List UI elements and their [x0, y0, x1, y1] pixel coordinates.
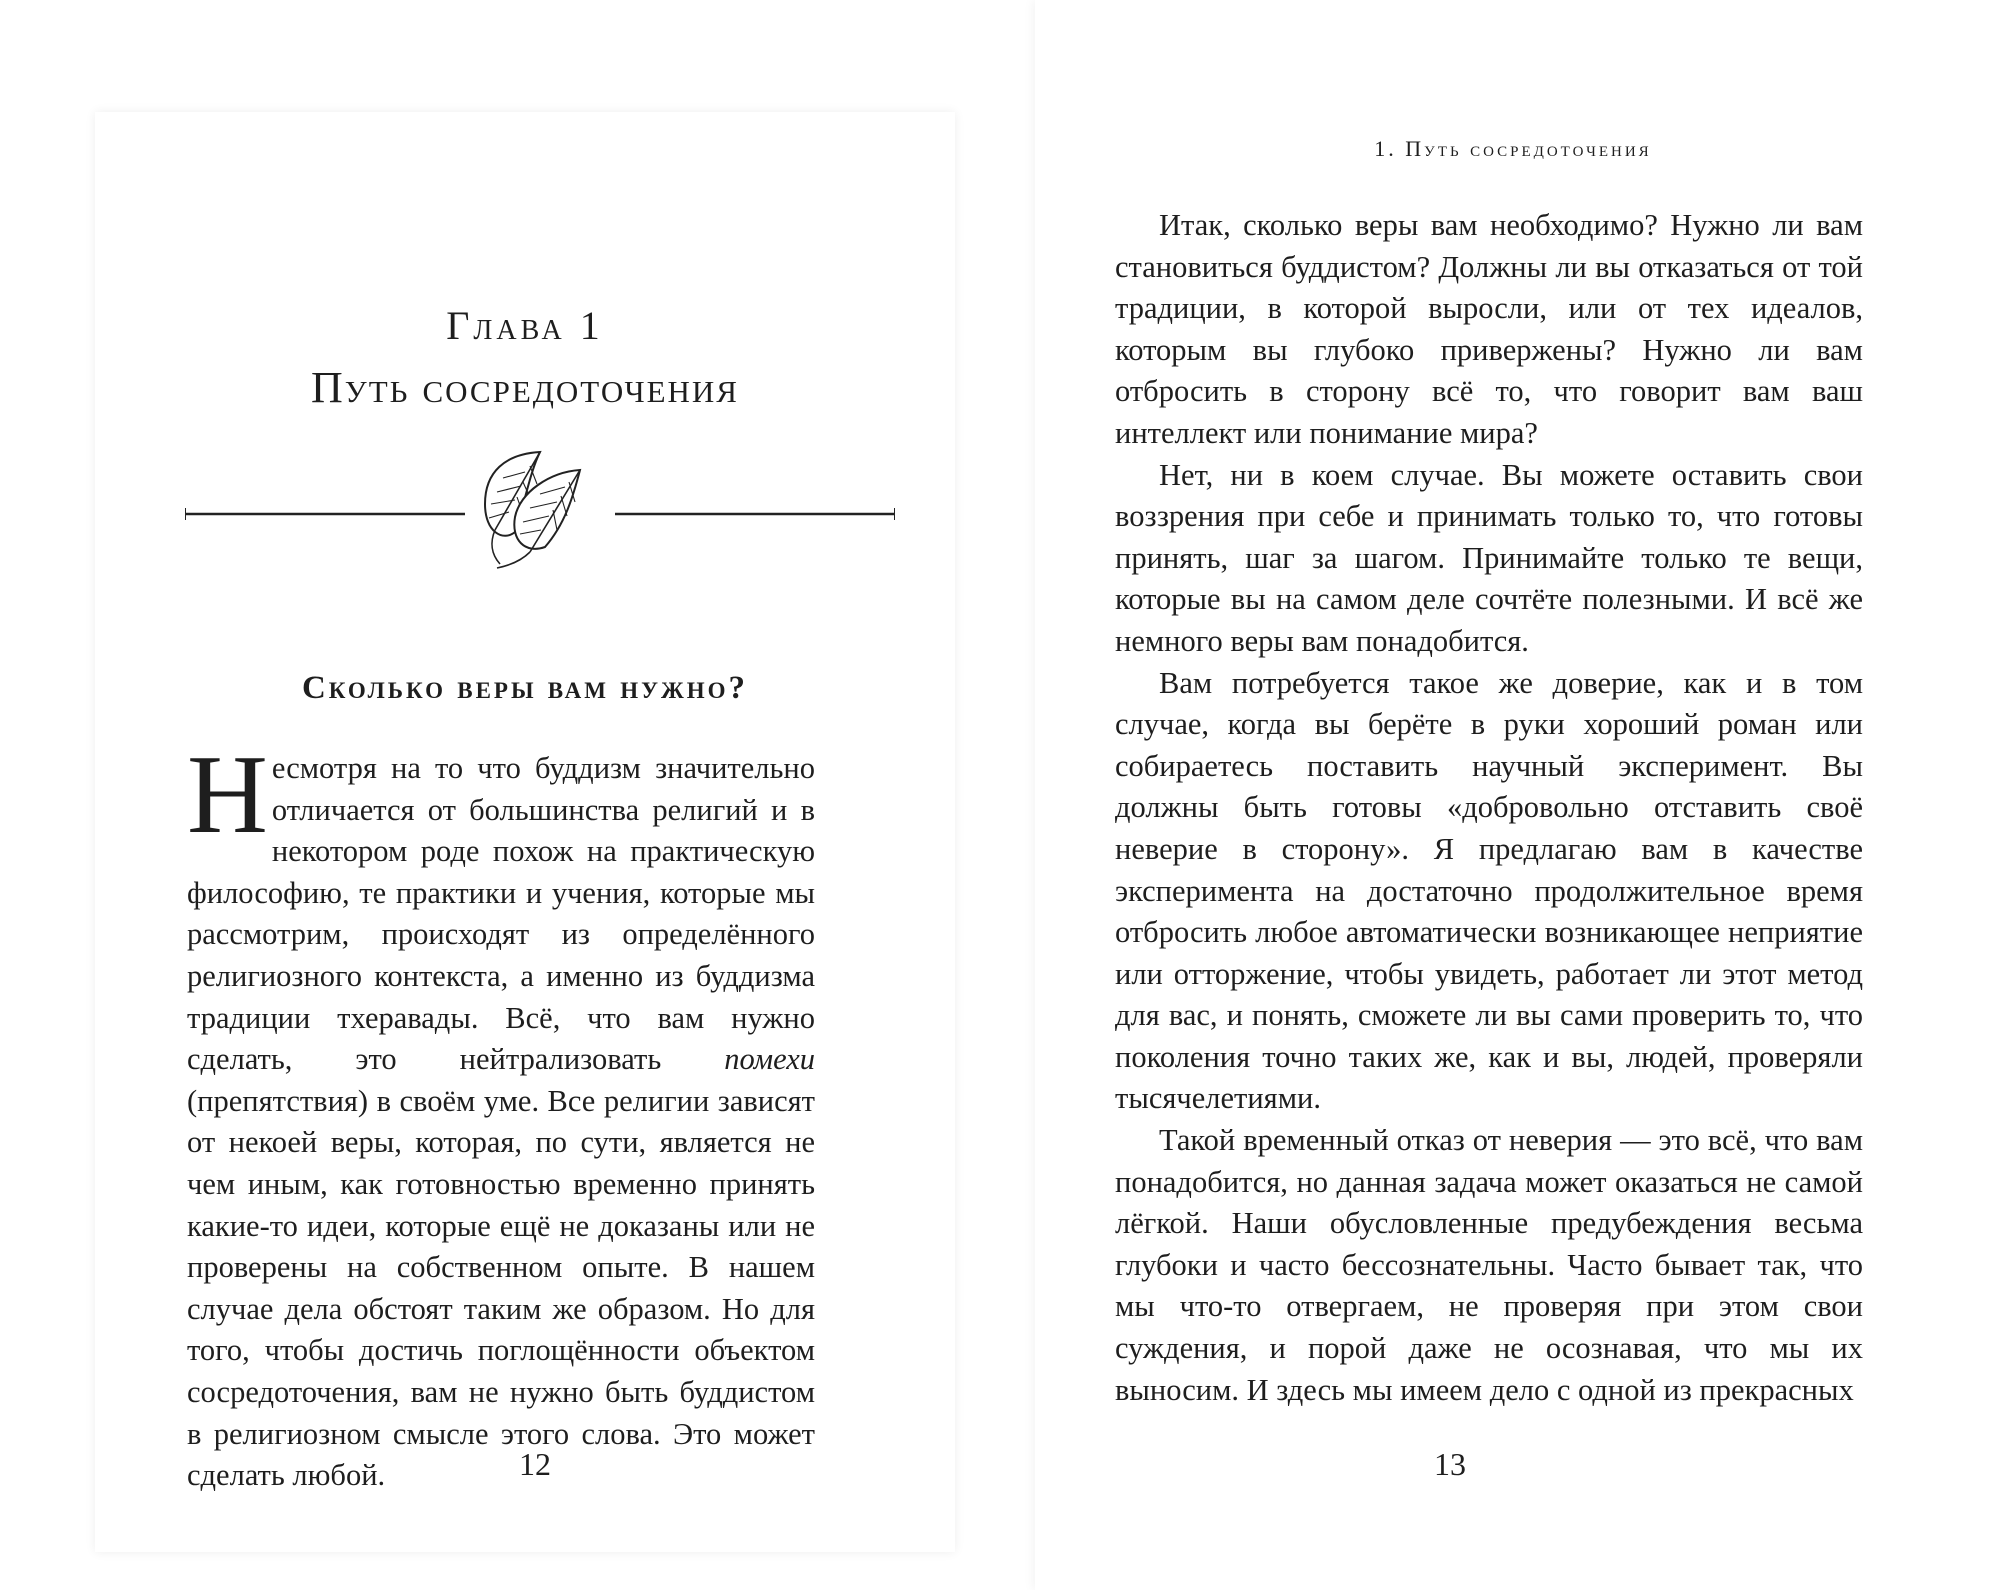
paragraph: Нет, ни в коем случае. Вы можете оставить свои воззрения при себе и принимать только то, что готовы принять, шаг за шагом. Принимайте только те вещи, которые вы на самом деле сочтёте полезными. И всё же немного веры вам понадобится.	[1115, 457, 1863, 658]
chapter-title: Путь сосредоточения	[311, 363, 739, 412]
right-page	[1035, 0, 1991, 1590]
leaf-ornament-icon	[185, 442, 895, 572]
section-heading: Сколько веры вам нужно?	[301, 670, 749, 706]
ornament-rule-left	[185, 508, 465, 520]
body-text-italic: помехи	[724, 1042, 815, 1077]
ornament-rule-right	[615, 508, 895, 520]
page-number-left: 12	[519, 1446, 551, 1482]
chapter-label: Глава 1	[446, 303, 604, 348]
running-head: 1. Путь сосредоточения	[1374, 136, 1652, 161]
page-number-right: 13	[1434, 1446, 1466, 1482]
right-body-text	[1115, 205, 1863, 1411]
paragraph: Итак, сколько веры вам необходимо? Нужно ли вам становиться буддистом? Должны ли вы отказаться от той традиции, в которой выросли, или от тех идеалов, которым вы глубоко привержены? Нужно ли вам отбросить в сторону всё то, что говорит вам ваш интеллект или понимание мира?	[1115, 208, 1863, 450]
body-text-part2: (препятствия) в своём уме. Все религии зависят от некоей веры, которая, по сути, является не чем иным, как готовностью временно принять какие-то идеи, которые ещё не доказаны или не проверены на собственном опыте. В нашем случае дела обстоят таким же образом. Но для того, чтобы достичь поглощённости объектом сосредоточения, вам не нужно быть буддистом в религиозном смысле этого слова. Это может сделать любой.	[187, 1083, 815, 1493]
left-body-text	[187, 733, 815, 1497]
left-page	[95, 112, 955, 1552]
body-text-part1: есмотря на то что буддизм значительно отличается от большинства религий и в некотором роде похож на практическую философию, те практики и учения, которые мы рассмотрим, происходят из определённого религиозного контекста, а именно из буддизма традиции тхеравады. Всё, что вам нужно сделать, это нейтрализовать	[187, 751, 815, 1077]
paragraph: Вам потребуется такое же доверие, как и в том случае, когда вы берёте в руки хороший роман или собираетесь поставить научный эксперимент. Вы должны быть готовы «добровольно отставить своё неверие в сторону». Я предлагаю вам в качестве эксперимента на достаточно продолжительное время отбросить любое автоматически возникающее неприятие или отторжение, чтобы увидеть, работает ли этот метод для вас, и понять, сможете ли вы сами проверить то, что поколения точно таких же, как и вы, людей, проверяли тысячелетиями.	[1115, 665, 1863, 1116]
paragraph: Такой временный отказ от неверия — это всё, что вам понадобится, но данная задача может оказаться не самой лёгкой. Наши обусловленные предубеждения весьма глубоки и часто бессознательны. Часто бывает так, что мы что-то отвергаем, не проверяя при этом свои суждения, и порой даже не осознавая, что мы их выносим. И здесь мы имеем дело с одной из прекрасных	[1115, 1123, 1863, 1407]
drop-cap: Н	[187, 733, 268, 857]
